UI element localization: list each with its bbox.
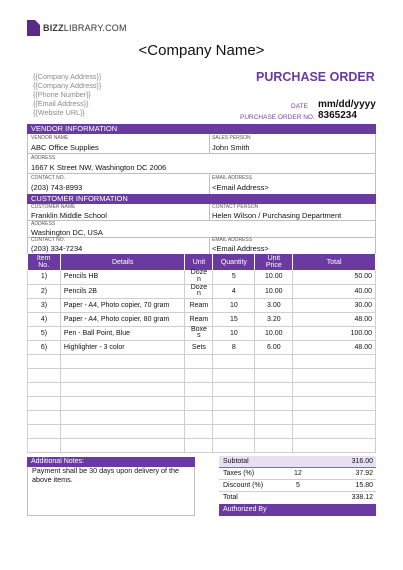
item-qty[interactable]: 15 bbox=[213, 312, 255, 326]
notes-header: Additional Notes: bbox=[27, 457, 195, 467]
item-details[interactable]: Pencils 2B bbox=[60, 284, 185, 298]
empty-row bbox=[28, 382, 376, 396]
total-row bbox=[219, 492, 376, 504]
discount-rate[interactable]: 5 bbox=[296, 482, 300, 489]
sender-phone: {{Phone Number}} bbox=[33, 89, 91, 99]
date-label: DATE bbox=[291, 103, 308, 110]
col-unit: Unit bbox=[185, 254, 213, 270]
item-no: 2) bbox=[28, 284, 61, 298]
customer-name[interactable]: Franklin Middle School bbox=[31, 211, 107, 220]
sales-person[interactable]: John Smith bbox=[212, 143, 250, 152]
subtotal-value: 316.00 bbox=[351, 458, 373, 465]
customer-line-1 bbox=[27, 220, 376, 221]
customer-name-label: CUSTOMER NAME bbox=[31, 204, 76, 210]
item-total: 48.00 bbox=[293, 312, 376, 326]
sender-address-1: {{Company Address}} bbox=[33, 72, 102, 81]
customer-contact-label: CONTACT NO. bbox=[31, 237, 65, 243]
item-total: 100.00 bbox=[293, 326, 376, 340]
item-total: 40.00 bbox=[293, 284, 376, 298]
item-unit[interactable]: Ream bbox=[185, 298, 213, 312]
vendor-contact-label: CONTACT NO. bbox=[31, 175, 65, 181]
item-no: 4) bbox=[28, 312, 61, 326]
discount-value: 15.80 bbox=[355, 482, 373, 489]
po-title: PURCHASE ORDER bbox=[256, 70, 375, 84]
date-value[interactable]: mm/dd/yyyy bbox=[318, 99, 376, 110]
empty-row bbox=[28, 368, 376, 382]
sender-website: {{Website URL}} bbox=[33, 107, 85, 117]
taxes-label: Taxes (%) bbox=[223, 470, 255, 477]
taxes-value: 37.92 bbox=[355, 470, 373, 477]
item-total: 48.00 bbox=[293, 340, 376, 354]
customer-divider-1 bbox=[209, 204, 210, 220]
empty-row bbox=[28, 396, 376, 410]
discount-row bbox=[219, 480, 376, 492]
item-unit[interactable]: Doze n bbox=[185, 270, 213, 284]
item-price[interactable]: 10.00 bbox=[255, 284, 293, 298]
total-label: Total bbox=[223, 494, 238, 501]
item-no: 6) bbox=[28, 340, 61, 354]
customer-address-label: ADDRESS bbox=[31, 221, 56, 227]
vendor-email[interactable]: <Email Address> bbox=[212, 183, 269, 192]
vendor-address[interactable]: 1667 K Street NW, Washington DC 2006 bbox=[31, 163, 167, 172]
customer-line-2 bbox=[27, 237, 376, 238]
sales-person-label: SALES PERSON bbox=[212, 135, 251, 141]
contact-person[interactable]: Helen Wilson / Purchasing Department bbox=[212, 211, 342, 220]
item-unit[interactable]: Sets bbox=[185, 340, 213, 354]
item-total: 50.00 bbox=[293, 270, 376, 284]
item-qty[interactable]: 5 bbox=[213, 270, 255, 284]
subtotal-row bbox=[219, 456, 376, 468]
col-quantity: Quantity bbox=[213, 254, 255, 270]
item-total: 30.00 bbox=[293, 298, 376, 312]
authorized-by: Authorized By bbox=[219, 504, 376, 516]
item-details[interactable]: Pencils HB bbox=[60, 270, 185, 284]
sender-address-2: {{Company Address}} bbox=[33, 80, 102, 90]
col-unit-price: Unit Price bbox=[255, 254, 293, 270]
vendor-divider-2 bbox=[209, 173, 210, 194]
notes-text[interactable]: Payment shall be 30 days upon delivery of the above items. bbox=[27, 467, 195, 516]
vendor-left-border bbox=[27, 134, 28, 194]
item-unit[interactable]: Boxe s bbox=[185, 326, 213, 340]
items-body bbox=[28, 270, 376, 452]
po-number-value[interactable]: 8365234 bbox=[318, 110, 357, 121]
total-value: 338.12 bbox=[351, 494, 373, 501]
logo bbox=[27, 20, 127, 36]
item-no: 1) bbox=[28, 270, 61, 284]
vendor-line-1 bbox=[27, 153, 376, 154]
item-no: 5) bbox=[28, 326, 61, 340]
vendor-contact[interactable]: (203) 743-8993 bbox=[31, 183, 83, 192]
table-row bbox=[28, 270, 376, 284]
customer-address[interactable]: Washington DC, USA bbox=[31, 228, 103, 237]
item-qty[interactable]: 8 bbox=[213, 340, 255, 354]
item-details[interactable]: Paper - A4, Photo copier, 70 gram bbox=[60, 298, 185, 312]
sender-address-block bbox=[33, 73, 101, 118]
logo-icon bbox=[27, 20, 40, 36]
company-name: <Company Name> bbox=[138, 42, 265, 59]
vendor-line-2 bbox=[27, 173, 376, 174]
col-details: Details bbox=[60, 254, 185, 270]
contact-person-label: CONTACT PERSON bbox=[212, 204, 259, 210]
item-price[interactable]: 3.00 bbox=[255, 298, 293, 312]
item-price[interactable]: 3.20 bbox=[255, 312, 293, 326]
item-no: 3) bbox=[28, 298, 61, 312]
table-row bbox=[28, 312, 376, 326]
table-header-row bbox=[28, 254, 376, 270]
sender-email: {{Email Address}} bbox=[33, 98, 89, 108]
taxes-row bbox=[219, 468, 376, 480]
empty-row bbox=[28, 410, 376, 424]
empty-row bbox=[28, 354, 376, 368]
empty-row bbox=[28, 438, 376, 452]
customer-right-border bbox=[375, 204, 376, 254]
subtotal-label: Subtotal bbox=[223, 458, 249, 465]
customer-email[interactable]: <Email Address> bbox=[212, 244, 269, 253]
item-unit[interactable]: Doze n bbox=[185, 284, 213, 298]
item-details[interactable]: Highlighter - 3 color bbox=[60, 340, 185, 354]
taxes-rate[interactable]: 12 bbox=[294, 470, 302, 477]
table-row bbox=[28, 340, 376, 354]
vendor-section-header: VENDOR INFORMATION bbox=[27, 124, 376, 134]
table-row bbox=[28, 284, 376, 298]
customer-section-header: CUSTOMER INFORMATION bbox=[27, 194, 376, 204]
item-price[interactable]: 10.00 bbox=[255, 326, 293, 340]
item-qty[interactable]: 10 bbox=[213, 298, 255, 312]
vendor-divider-1 bbox=[209, 134, 210, 154]
logo-text: BIZZLIBRARY.COM bbox=[43, 23, 127, 33]
item-qty[interactable]: 10 bbox=[213, 326, 255, 340]
customer-email-label: EMAIL ADDRESS bbox=[212, 237, 253, 243]
item-price[interactable]: 10.00 bbox=[255, 270, 293, 284]
vendor-name[interactable]: ABC Office Supplies bbox=[31, 143, 99, 152]
vendor-address-label: ADDRESS bbox=[31, 155, 56, 161]
col-item-no: Item No. bbox=[28, 254, 61, 270]
item-details[interactable]: Paper - A4, Photo copier, 80 gram bbox=[60, 312, 185, 326]
po-number-label: PURCHASE ORDER NO. bbox=[240, 114, 315, 121]
item-price[interactable]: 6.00 bbox=[255, 340, 293, 354]
vendor-email-label: EMAIL ADDRESS bbox=[212, 175, 253, 181]
items-table bbox=[27, 254, 376, 453]
vendor-name-label: VENDOR NAME bbox=[31, 135, 69, 141]
item-unit[interactable]: Ream bbox=[185, 312, 213, 326]
item-qty[interactable]: 4 bbox=[213, 284, 255, 298]
customer-divider-2 bbox=[209, 237, 210, 254]
table-row bbox=[28, 326, 376, 340]
customer-contact[interactable]: (203) 334-7234 bbox=[31, 244, 83, 253]
table-row bbox=[28, 298, 376, 312]
discount-label: Discount (%) bbox=[223, 482, 264, 489]
empty-row bbox=[28, 424, 376, 438]
vendor-right-border bbox=[375, 134, 376, 194]
customer-left-border bbox=[27, 204, 28, 254]
col-total: Total bbox=[293, 254, 376, 270]
item-details[interactable]: Pen - Ball Point, Blue bbox=[60, 326, 185, 340]
